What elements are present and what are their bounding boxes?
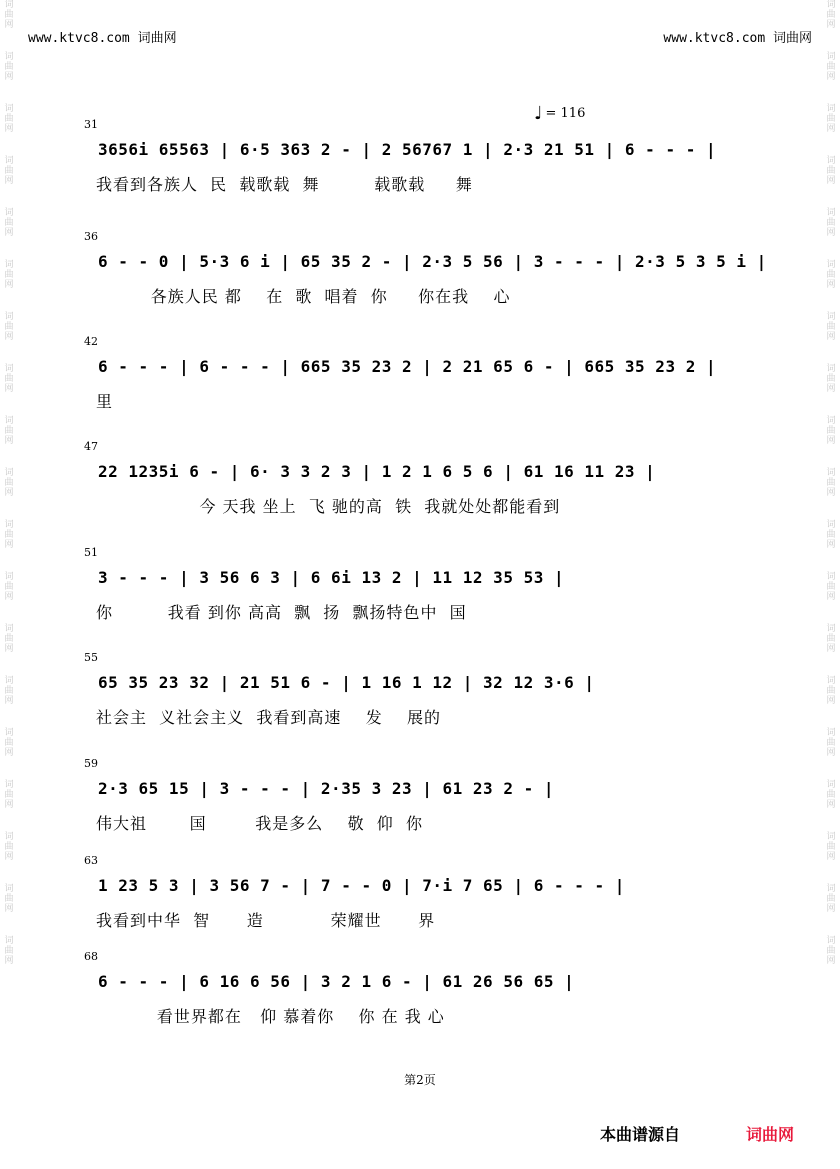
score-system [84,335,760,425]
score-system [84,950,760,1040]
watermark-text: 词 曲 网 [4,780,14,810]
measure-number: 63 [84,854,98,867]
watermark-text: 词 曲 网 [4,260,14,290]
watermark-text: 词 曲 网 [4,52,14,82]
watermark-text: 词 曲 网 [4,364,14,394]
watermark-text: 词 曲 网 [826,416,836,446]
score-system [84,118,760,208]
side-watermark-right [824,0,838,1169]
lyrics-line: 社会主 义社会主义 我看到高速 发 展的 [96,708,442,727]
watermark-text: 词 曲 网 [826,468,836,498]
watermark-text: 词 曲 网 [826,572,836,602]
measure-number: 42 [84,335,98,348]
lyrics-line: 我看到中华 智 造 荣耀世 界 [96,911,436,930]
watermark-text: 词 曲 网 [826,520,836,550]
watermark-text: 词 曲 网 [826,624,836,654]
lyrics-line: 你 我看 到你 高高 飘 扬 飘扬特色中 国 [96,603,467,622]
notation-line: 22 1235i 6 - | 6· 3 3 2 3 | 1 2 1 6 5 6 | 61 16 11 23 | [98,462,656,481]
lyrics-line: 看世界都在 仰 慕着你 你 在 我 心 [96,1007,445,1026]
watermark-text: 词 曲 网 [826,52,836,82]
watermark-text: 词 曲 网 [4,104,14,134]
lyrics-line: 各族人民 都 在 歌 唱着 你 你在我 心 [96,287,511,306]
measure-number: 59 [84,757,98,770]
lyrics-line: 伟大祖 国 我是多么 敬 仰 你 [96,814,423,833]
watermark-text: 词 曲 网 [826,936,836,966]
site-logo[interactable]: 词曲网 [746,1125,795,1144]
watermark-text: 词 曲 网 [4,832,14,862]
watermark-text: 词 曲 网 [4,676,14,706]
notation-line: 6 - - - | 6 16 6 56 | 3 2 1 6 - | 61 26 56 65 | [98,972,575,991]
watermark-text: 词 曲 网 [4,468,14,498]
watermark-text: 词 曲 网 [4,156,14,186]
notation-line: 1 23 5 3 | 3 56 7 - | 7 - - 0 | 7·i 7 65 | 6 - - - | [98,876,625,895]
watermark-text: 词 曲 网 [826,676,836,706]
score-system [84,230,767,320]
watermark-text: 词 曲 网 [826,832,836,862]
watermark-text: 词 曲 网 [826,364,836,394]
watermark-text: 词 曲 网 [4,416,14,446]
watermark-text: 词 曲 网 [826,0,836,30]
score-system [84,757,760,847]
measure-number: 55 [84,651,98,664]
watermark-text: 词 曲 网 [826,156,836,186]
notation-line: 3 - - - | 3 56 6 3 | 6 6i 13 2 | 11 12 35 53 | [98,568,565,587]
score-system [84,546,760,636]
watermark-text: 词 曲 网 [826,728,836,758]
score-system [84,651,760,741]
watermark-text: 词 曲 网 [4,572,14,602]
side-watermark-left [2,0,16,1169]
lyrics-line: 我看到各族人 民 载歌载 舞 载歌载 舞 [96,175,473,194]
watermark-text: 词 曲 网 [4,884,14,914]
page-number: 第2页 [404,1073,436,1087]
notation-line: 65 35 23 32 | 21 51 6 - | 1 16 1 12 | 32 12 3·6 | [98,673,595,692]
measure-number: 51 [84,546,98,559]
lyrics-line: 里 [96,392,114,411]
site-url-left[interactable]: www.ktvc8.com 词曲网 [28,31,177,46]
watermark-text: 词 曲 网 [4,520,14,550]
watermark-text: 词 曲 网 [826,312,836,342]
watermark-text: 词 曲 网 [826,208,836,238]
measure-number: 68 [84,950,98,963]
measure-number: 31 [84,118,98,131]
watermark-text: 词 曲 网 [4,624,14,654]
watermark-text: 词 曲 网 [826,260,836,290]
tempo-value: = 116 [545,106,586,121]
measure-number: 36 [84,230,98,243]
watermark-text: 词 曲 网 [4,728,14,758]
site-url-right[interactable]: www.ktvc8.com 词曲网 [663,31,812,46]
watermark-text: 词 曲 网 [4,936,14,966]
quarter-note-icon: ♩ [534,103,543,124]
score-system [84,440,760,530]
watermark-text: 词 曲 网 [4,312,14,342]
notation-line: 6 - - - | 6 - - - | 665 35 23 2 | 2 21 65 6 - | 665 35 23 2 | [98,357,717,376]
watermark-text: 词 曲 网 [4,0,14,30]
watermark-text: 词 曲 网 [4,208,14,238]
measure-number: 47 [84,440,98,453]
score-system [84,854,760,944]
notation-line: 3656i 65563 | 6·5 363 2 - | 2 56767 1 | 2·3 21 51 | 6 - - - | [98,140,717,159]
lyrics-line: 今 天我 坐上 飞 驰的高 铁 我就处处都能看到 [96,497,561,516]
watermark-text: 词 曲 网 [826,780,836,810]
watermark-text: 词 曲 网 [826,884,836,914]
watermark-text: 词 曲 网 [826,104,836,134]
notation-line: 2·3 65 15 | 3 - - - | 2·35 3 23 | 61 23 2 - | [98,779,554,798]
notation-line: 6 - - 0 | 5·3 6 i | 65 35 2 - | 2·3 5 56 | 3 - - - | 2·3 5 3 5 i | [98,252,767,271]
source-label: 本曲谱源自 [600,1125,681,1144]
